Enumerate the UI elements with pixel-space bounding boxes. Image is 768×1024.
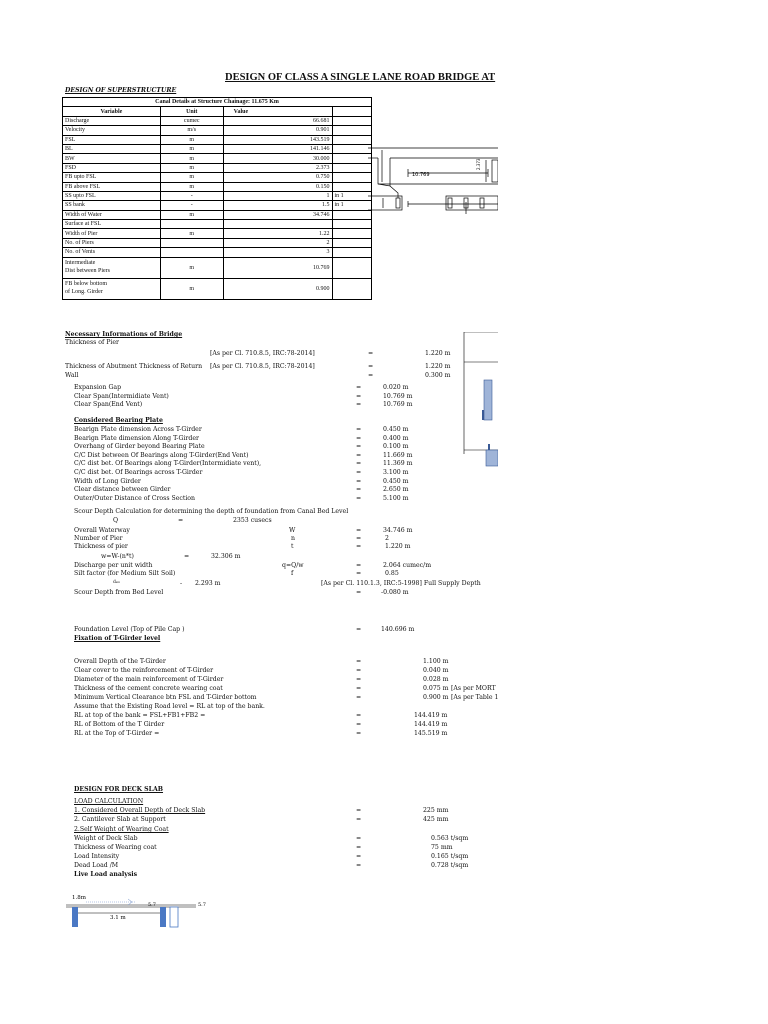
live-load-sketch xyxy=(66,893,216,933)
row-unit xyxy=(160,238,223,247)
row-unit xyxy=(160,248,223,257)
silt-label: Silt factor (for Medium Silt Soil) xyxy=(74,570,176,577)
deck-item1-value: 225 mm xyxy=(423,807,449,814)
list-item-value: 0.020 m xyxy=(383,384,409,391)
dim-10769-label: 10.769 xyxy=(412,172,430,178)
pier-thickness-label: Thickness of Pier xyxy=(65,339,120,346)
equals: = xyxy=(356,401,362,408)
list-item-label: Outer/Outer Distance of Cross Section xyxy=(74,494,196,502)
table-row xyxy=(63,220,372,229)
weff-value: 32.306 m xyxy=(211,553,241,560)
list-item-value: 0.900 m xyxy=(423,694,449,701)
row-value: 66.681 xyxy=(223,116,332,125)
row-extra xyxy=(332,163,372,172)
piers-label: Number of Pier xyxy=(74,535,123,542)
pier-thickness-value: 1.220 m xyxy=(425,350,451,357)
table-row xyxy=(63,154,372,163)
row-extra xyxy=(332,278,372,299)
abutment-ref: [As per Cl. 710.8.5, IRC:78-2014] xyxy=(210,363,315,370)
row-variable-line2: Dist between Piers xyxy=(65,267,110,274)
list-item-value: 11.369 m xyxy=(383,460,413,468)
ll-57a-label: 5.7 xyxy=(148,902,156,908)
pier-thick-sym: t xyxy=(291,543,294,550)
equals: = xyxy=(356,469,362,476)
table-row xyxy=(63,144,372,153)
col-extra xyxy=(332,107,372,116)
row-unit: m xyxy=(160,210,223,219)
equals: = xyxy=(356,667,362,674)
q-eq: = xyxy=(178,517,184,524)
row-variable: BW xyxy=(63,154,161,163)
deck-item2-value: 425 mm xyxy=(423,816,449,823)
list-item-label: Expansion Gap xyxy=(74,384,122,391)
foundation-value: 140.696 m xyxy=(381,626,415,633)
dsm-ref: [As per Cl. 110.1.3, IRC:5-1998] Full Supply Depth xyxy=(321,580,481,587)
list-item-value: 10.769 m xyxy=(383,401,413,408)
row-variable: No. of Piers xyxy=(63,238,161,247)
row-extra: in 1 xyxy=(332,201,372,210)
silt-value: 0.85 xyxy=(385,570,399,577)
equals: = xyxy=(356,589,362,596)
waterway-sym: W xyxy=(289,527,296,534)
equals: = xyxy=(356,685,362,692)
bridge-section-sketch xyxy=(368,138,498,230)
table-row xyxy=(63,210,372,219)
table-row xyxy=(63,229,372,238)
equals: = xyxy=(356,835,362,842)
row-value: 2.373 xyxy=(223,163,332,172)
equals: = xyxy=(356,844,362,851)
table-row xyxy=(63,278,372,299)
row-extra xyxy=(332,229,372,238)
list-item-value: 0.100 m xyxy=(383,443,409,451)
row-variable: FSD xyxy=(63,163,161,172)
equals: = xyxy=(356,451,362,459)
list-item-label: Diameter of the main reinforcement of T-Girder xyxy=(74,676,224,683)
page-title: DESIGN OF CLASS A SINGLE LANE ROAD BRIDGE AT xyxy=(225,72,496,83)
list-item-value: 0.165 t/sqm xyxy=(431,853,469,860)
row-value: 1.5 xyxy=(223,201,332,210)
row-unit: m xyxy=(160,257,223,278)
row-extra xyxy=(332,248,372,257)
equals: = xyxy=(356,477,362,485)
list-item-value: 144.419 m xyxy=(414,721,448,728)
row-variable: Velocity xyxy=(63,126,161,135)
list-item-label: Clear distance between Girder xyxy=(74,486,171,494)
equals: = xyxy=(184,553,190,560)
load-calc-heading: LOAD CALCULATION xyxy=(74,798,144,805)
list-item-label: Thickness of Wearing coat xyxy=(74,844,157,851)
row-extra xyxy=(332,144,372,153)
equals: = xyxy=(356,527,362,534)
list-item-value: 75 mm xyxy=(431,844,453,851)
equals: = xyxy=(356,562,362,569)
list-item-label: Load Intensity xyxy=(74,853,120,860)
equals: = xyxy=(356,853,362,860)
equals: = xyxy=(356,543,362,550)
row-variable-line2: of Long. Girder xyxy=(65,288,103,295)
equals: = xyxy=(356,535,362,542)
list-item-label: Width of Long Girder xyxy=(74,477,141,485)
row-value: 30.000 xyxy=(223,154,332,163)
list-item-value: 1.100 m xyxy=(423,658,449,665)
row-value: 34.746 xyxy=(223,210,332,219)
row-unit: cumec xyxy=(160,116,223,125)
canal-table-caption: Canal Details at Structure Chainage: 11.675 Km xyxy=(63,98,372,107)
list-item-value: 0.563 t/sqm xyxy=(431,835,469,842)
row-extra xyxy=(332,135,372,144)
row-extra xyxy=(332,126,372,135)
row-extra: in 1 xyxy=(332,191,372,200)
row-extra xyxy=(332,238,372,247)
foundation-label: Foundation Level (Top of Pile Cap ) xyxy=(74,626,185,633)
equals: = xyxy=(356,721,362,728)
equals: = xyxy=(356,494,362,502)
list-item-value: 0.028 m xyxy=(423,676,449,683)
table-row xyxy=(63,163,372,172)
list-item-label: Thickness of the cement concrete wearing coat xyxy=(74,685,223,692)
row-unit: m xyxy=(160,135,223,144)
girder-level-heading: Fixation of T-Girder level xyxy=(74,635,161,642)
q-value: 2353 cusecs xyxy=(233,517,272,524)
row-variable: Width of Pier xyxy=(63,229,161,238)
list-item-value: 0.450 m xyxy=(383,426,409,433)
list-item-label: C/C dist bet. Of Bearings along T-Girder(Intermidiate vent), xyxy=(74,460,262,468)
assume-note: Assume that the Existing Road level = RL at top of the bank. xyxy=(74,703,265,710)
superstructure-heading: DESIGN OF SUPERSTRUCTURE xyxy=(65,87,177,94)
dsm-sym: dₛₘ xyxy=(113,580,121,585)
list-item-label: Clear Span(End Vent) xyxy=(74,401,143,408)
row-unit: m/s xyxy=(160,126,223,135)
dpu-value: 2.064 cumec/m xyxy=(383,562,432,569)
equals: = xyxy=(356,434,362,442)
row-unit: m xyxy=(160,182,223,191)
table-row xyxy=(63,257,372,278)
ll-18-label: 1.8m xyxy=(72,895,86,901)
table-row xyxy=(63,116,372,125)
equals: = xyxy=(356,807,362,814)
list-item-label: Weight of Deck Slab xyxy=(74,835,138,842)
piers-value: 2 xyxy=(385,535,389,542)
row-extra xyxy=(332,173,372,182)
row-value: 143.519 xyxy=(223,135,332,144)
list-item-value: 0.728 t/sqm xyxy=(431,862,469,869)
row-variable: Surface at FSL xyxy=(63,220,161,229)
dpu-sym: q=Q/w xyxy=(282,562,304,569)
list-item-label: Clear Span(Intermidiate Vent) xyxy=(74,392,169,400)
list-item-value: 0.075 m xyxy=(423,685,449,692)
list-item-value: 144.419 m xyxy=(414,712,448,719)
wall-label: Wall xyxy=(65,372,79,379)
row-variable: Discharge xyxy=(63,116,161,125)
list-item-label: RL at the Top of T-Girder = xyxy=(74,730,160,737)
list-item-label: Overhang of Girder beyond Bearing Plate xyxy=(74,443,205,451)
row-variable: SS upto FSL xyxy=(63,191,161,200)
dim-2373-label: 2.373 xyxy=(476,158,481,170)
col-unit: Unit xyxy=(160,107,223,116)
equals: = xyxy=(368,363,374,370)
row-value: 1.22 xyxy=(223,229,332,238)
equals: = xyxy=(356,816,362,823)
table-row xyxy=(63,135,372,144)
list-item-value: 0.400 m xyxy=(383,434,409,442)
row-extra xyxy=(332,220,372,229)
pier-thickness-ref: [As per Cl. 710.8.5, IRC:78-2014] xyxy=(210,350,315,357)
equals: = xyxy=(368,372,374,379)
list-item-label: Dead Load /M xyxy=(74,862,119,869)
row-value: 0.750 xyxy=(223,173,332,182)
row-value xyxy=(223,220,332,229)
list-item-label: C/C Dist between Of Bearings along T-Girder(End Vent) xyxy=(74,451,249,459)
list-item-value: 145.519 m xyxy=(414,730,448,737)
row-variable-line1: FB below bottom xyxy=(65,280,108,287)
row-value: 3 xyxy=(223,248,332,257)
q-label: Q xyxy=(113,517,119,524)
equals: = xyxy=(356,658,362,665)
row-extra xyxy=(332,257,372,278)
list-item-value: 3.100 m xyxy=(383,469,409,476)
list-item-label: RL at top of the bank = FSL+FB1+FB2 = xyxy=(74,712,206,719)
row-variable: Width of Water xyxy=(63,210,161,219)
bearing-heading: Considered Bearing Plate xyxy=(74,417,163,424)
table-row xyxy=(63,126,372,135)
canal-table-body xyxy=(63,116,372,299)
silt-sym: f xyxy=(291,570,294,577)
row-unit xyxy=(160,220,223,229)
col-value: Value xyxy=(223,107,332,116)
row-unit: m xyxy=(160,144,223,153)
row-value: 141.146 xyxy=(223,144,332,153)
deck-slab-heading: DESIGN FOR DECK SLAB xyxy=(74,786,164,793)
weff-label: w=W-(n*t) xyxy=(101,553,134,560)
list-item-value: 11.669 m xyxy=(383,451,413,459)
list-item-label: Overall Depth of the T-Girder xyxy=(74,658,166,665)
table-row xyxy=(63,201,372,210)
list-item-value: 2.650 m xyxy=(383,486,409,494)
row-variable: No. of Vents xyxy=(63,248,161,257)
wall-value: 0.300 m xyxy=(425,372,451,379)
list-item-value: 5.100 m xyxy=(383,494,409,502)
row-unit: m xyxy=(160,278,223,299)
equals: = xyxy=(356,570,362,577)
row-value: 1 xyxy=(223,191,332,200)
list-item-label: RL of Bottom of the T Girder xyxy=(74,721,165,728)
scour-depth-value: -0.080 m xyxy=(381,589,409,596)
row-variable-line1: Intermediate xyxy=(65,259,96,266)
equals: = xyxy=(356,486,362,494)
row-variable: BL xyxy=(63,144,161,153)
table-row xyxy=(63,248,372,257)
row-unit: - xyxy=(160,201,223,210)
row-unit: m xyxy=(160,154,223,163)
dsm-value: 2.293 m xyxy=(195,580,221,587)
row-value: 10.769 xyxy=(223,257,332,278)
canal-details-table xyxy=(62,97,372,300)
list-item-ref: [As per MORT xyxy=(451,685,496,692)
equals: = xyxy=(356,384,362,391)
row-extra xyxy=(332,116,372,125)
row-unit: - xyxy=(160,191,223,200)
waterway-value: 34.746 m xyxy=(383,527,413,534)
row-extra xyxy=(332,210,372,219)
ll-57b-label: 5.7 xyxy=(198,902,206,908)
table-header-row xyxy=(63,107,372,116)
equals: = xyxy=(356,460,362,468)
row-variable xyxy=(63,278,161,299)
live-load-heading: Live Load analysis xyxy=(74,871,138,878)
list-item-label: Bearign Plate dimension Across T-Girder xyxy=(74,426,202,433)
dpu-label: Discharge per unit width xyxy=(74,562,153,569)
equals: = xyxy=(368,350,374,357)
row-variable: FB above FSL xyxy=(63,182,161,191)
row-value: 0.900 xyxy=(223,278,332,299)
piers-sym: n xyxy=(291,535,295,542)
table-row xyxy=(63,238,372,247)
abutment-label: Thickness of Abutment Thickness of Return xyxy=(65,363,203,370)
equals: = xyxy=(356,730,362,737)
table-row xyxy=(63,173,372,182)
equals: = xyxy=(356,426,362,433)
list-item-label: Bearign Plate dimension Along T-Girder xyxy=(74,434,199,442)
row-value: 0.150 xyxy=(223,182,332,191)
dsm-dash: - xyxy=(180,580,183,587)
row-unit: m xyxy=(160,173,223,182)
equals: = xyxy=(356,694,362,701)
equals: = xyxy=(356,392,362,400)
list-item-value: 0.450 m xyxy=(383,477,409,485)
deck-item1: 1. Considered Overall Depth of Deck Slab xyxy=(74,807,206,814)
row-unit: m xyxy=(160,163,223,172)
scour-note: Scour Depth Calculation for determining the depth of foundation from Canal Bed Level xyxy=(74,508,349,515)
equals: = xyxy=(356,676,362,683)
pier-thick-label: Thickness of pier xyxy=(74,543,128,550)
equals: = xyxy=(356,712,362,719)
row-variable xyxy=(63,257,161,278)
row-value: 2 xyxy=(223,238,332,247)
list-item-label: Clear cover to the reinforcement of T-Girder xyxy=(74,667,214,674)
row-value: 0.901 xyxy=(223,126,332,135)
abutment-value: 1.220 m xyxy=(425,363,451,370)
equals: = xyxy=(356,626,362,633)
scour-depth-label: Scour Depth from Bed Level xyxy=(74,589,164,596)
table-row xyxy=(63,182,372,191)
row-unit: m xyxy=(160,229,223,238)
list-item-label: Minimum Vertical Clearance btn FSL and T-Girder bottom xyxy=(74,694,257,701)
row-extra xyxy=(332,154,372,163)
row-variable: FSL xyxy=(63,135,161,144)
ll-31-label: 3.1 m xyxy=(110,915,126,921)
deck-item2: 2. Cantilever Slab at Support xyxy=(74,816,166,823)
list-item-value: 0.040 m xyxy=(423,667,449,674)
waterway-label: Overall Waterway xyxy=(74,527,130,534)
table-row xyxy=(63,191,372,200)
row-extra xyxy=(332,182,372,191)
list-item-ref: [As per Table 1 xyxy=(451,694,499,701)
equals: = xyxy=(356,862,362,869)
row-variable: SS bank xyxy=(63,201,161,210)
row-variable: FB upto FSL xyxy=(63,173,161,182)
deck-item3: 2.Self Weight of Wearing Coat xyxy=(74,826,169,833)
pier-elevation-sketch xyxy=(458,332,498,472)
equals: = xyxy=(356,443,362,451)
pier-thick-value: 1.220 m xyxy=(385,543,411,550)
bridge-info-heading: Necessary Informations of Bridge xyxy=(65,331,183,338)
list-item-label: C/C dist bet. Of Bearings across T-Girder xyxy=(74,469,203,476)
col-variable: Variable xyxy=(63,107,161,116)
list-item-value: 10.769 m xyxy=(383,392,413,400)
